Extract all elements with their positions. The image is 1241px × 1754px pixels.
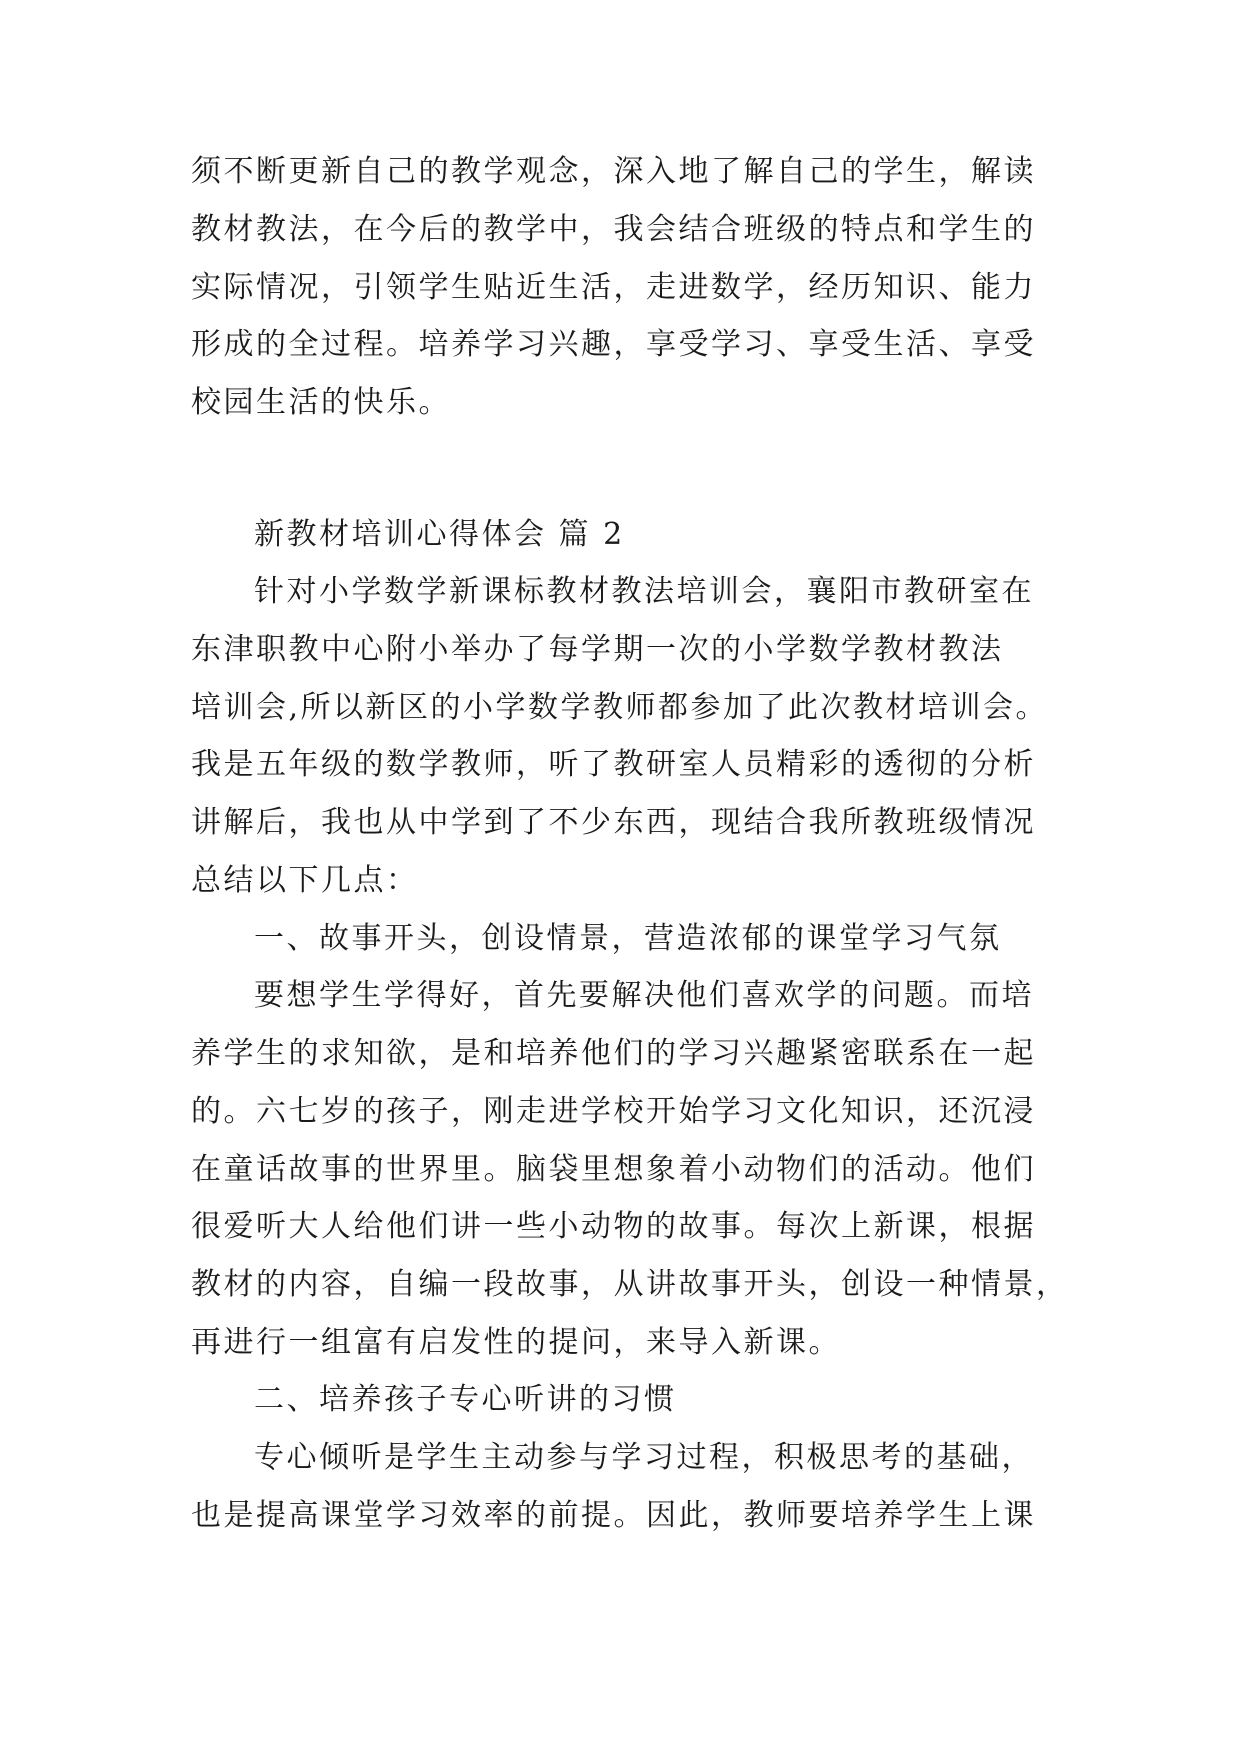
paragraph-line: 很爱听大人给他们讲一些小动物的故事。每次上新课，根据 bbox=[191, 1209, 1036, 1244]
section-heading: 新教材培训心得体会 篇 2 bbox=[254, 517, 625, 552]
paragraph-line: 教材的内容，自编一段故事，从讲故事开头，创设一种情景， bbox=[191, 1267, 1069, 1302]
paragraph-line: 在童话故事的世界里。脑袋里想象着小动物们的活动。他们 bbox=[191, 1152, 1036, 1187]
paragraph-line: 要想学生学得好，首先要解决他们喜欢学的问题。而培 bbox=[254, 978, 1034, 1013]
paragraph-line: 校园生活的快乐。 bbox=[191, 385, 451, 420]
paragraph-line: 针对小学数学新课标教材教法培训会，襄阳市教研室在 bbox=[254, 574, 1034, 609]
point-heading: 二、培养孩子专心听讲的习惯 bbox=[254, 1382, 677, 1417]
paragraph-line: 总结以下几点： bbox=[191, 863, 419, 898]
paragraph-line: 培训会,所以新区的小学数学教师都参加了此次教材培训会。 bbox=[191, 690, 1049, 725]
paragraph-line: 专心倾听是学生主动参与学习过程，积极思考的基础， bbox=[254, 1440, 1034, 1475]
paragraph-line: 我是五年级的数学教师，听了教研室人员精彩的透彻的分析 bbox=[191, 747, 1036, 782]
paragraph-line: 讲解后，我也从中学到了不少东西，现结合我所教班级情况 bbox=[191, 805, 1036, 840]
paragraph-line: 也是提高课堂学习效率的前提。因此，教师要培养学生上课 bbox=[191, 1498, 1036, 1533]
paragraph-line: 形成的全过程。培养学习兴趣，享受学习、享受生活、享受 bbox=[191, 327, 1036, 362]
paragraph-line: 养学生的求知欲，是和培养他们的学习兴趣紧密联系在一起 bbox=[191, 1036, 1036, 1071]
paragraph-line: 的。六七岁的孩子，刚走进学校开始学习文化知识，还沉浸 bbox=[191, 1094, 1036, 1129]
paragraph-line: 再进行一组富有启发性的提问，来导入新课。 bbox=[191, 1325, 841, 1360]
paragraph-line: 实际情况，引领学生贴近生活，走进数学，经历知识、能力 bbox=[191, 270, 1036, 305]
point-heading: 一、故事开头，创设情景，营造浓郁的课堂学习气氛 bbox=[254, 921, 1002, 956]
paragraph-line: 东津职教中心附小举办了每学期一次的小学数学教材教法 bbox=[191, 632, 1004, 667]
paragraph-line: 教材教法，在今后的教学中，我会结合班级的特点和学生的 bbox=[191, 212, 1036, 247]
paragraph-line: 须不断更新自己的教学观念，深入地了解自己的学生，解读 bbox=[191, 154, 1036, 189]
